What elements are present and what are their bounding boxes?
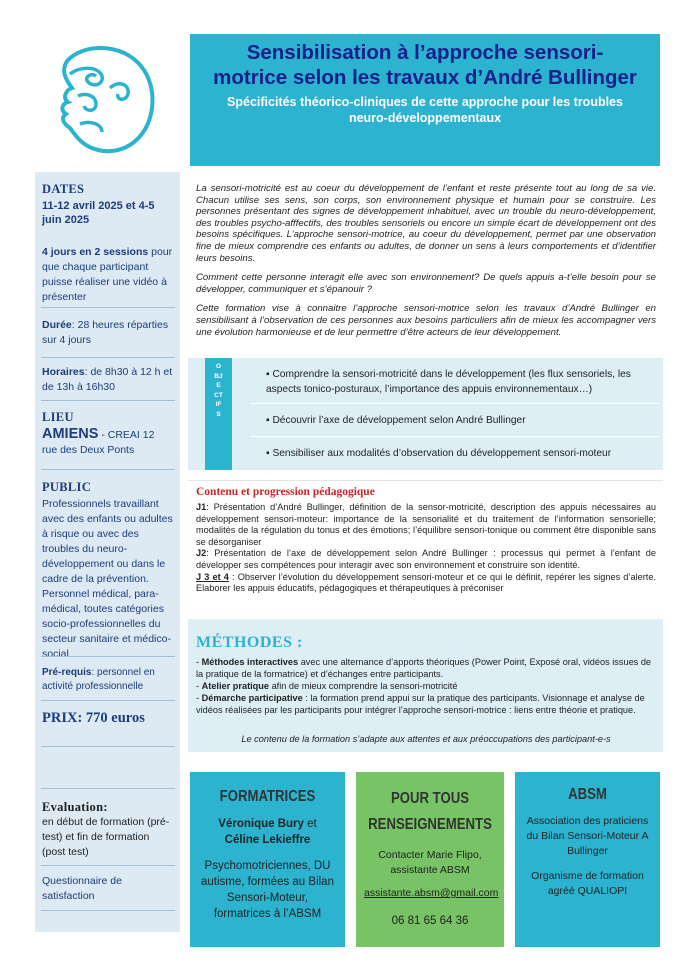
- objectif-item: ▪ Sensibiliser aux modalités d’observation du développement sensori-moteur: [266, 448, 612, 459]
- divider: [41, 400, 175, 401]
- header-banner: [190, 34, 660, 166]
- info-sidebar: [35, 172, 180, 932]
- objectif-item: ▪ Comprendre la sensori-motricité dans le développement (les flux sensoriels, les aspects tonico-posturaux, l’importance des appuis environnementaux…): [266, 369, 631, 395]
- divider: [41, 469, 175, 470]
- horaires-text: [42, 365, 174, 395]
- lieu-street: rue des Deux Ponts: [42, 444, 135, 456]
- evaluation-heading: Evaluation:: [42, 800, 108, 814]
- methode-item: - Démarche participative : la formation prend appui sur la pratique des participants. Visionnage et analyse de vidéos réalisées par les participants pour intégrer l’approche sensori-motrice : liens entre théorie et pratique.: [196, 693, 645, 715]
- objectif-item: ▪ Découvrir l’axe de développement selon André Bullinger: [266, 415, 526, 426]
- contenu-title: Contenu et progression pédagogique: [196, 486, 375, 498]
- price: PRIX: 770 euros: [42, 710, 145, 726]
- prereq-label: Pré-requis: [42, 667, 92, 678]
- sessions-text: [42, 245, 174, 305]
- evaluation-block: [42, 800, 174, 860]
- methodes-title: MÉTHODES :: [196, 634, 303, 651]
- absm-title: ABSM: [568, 786, 607, 803]
- sessions-desc: pour que chaque participant puisse réaliser une vidéo à présenter: [42, 246, 173, 303]
- prereq-value: : personnel en activité professionnelle: [42, 667, 155, 692]
- methode-item: - Atelier pratique afin de mieux comprendre la sensori-motricité: [196, 681, 458, 691]
- methodes-text: [196, 656, 656, 716]
- public-text: Professionnels travaillant avec des enfants ou adultes à risque ou avec des troubles du neuro-développement ou dans le cadre de la prévention. Personnel médical, para-médical, toutes catégories socio-professionnelles du secteur sanitaire et médico-social: [42, 498, 173, 660]
- horaires-value: : de 8h30 à 12 h et de 13h à 16h30: [42, 366, 173, 393]
- contenu-j34: J 3 et 4 : Observer l’évolution du développement sensori-moteur et ce qui le définit, repérer les signes d’alerte. Elaborer les appuis éducatifs, pédagogiques et thérapeutiques à préconiser: [196, 571, 656, 594]
- formatrices-names: Véronique Bury et Céline Lekieffre: [218, 818, 317, 846]
- absm-org: Organisme de formation agréé QUALIOPI: [531, 870, 644, 897]
- methode-item: - Méthodes interactives avec une alternance d’apports théoriques (Power Point, Exposé oral, vidéos issues de la pratique de la formatrice) et d’échanges entre participants.: [196, 657, 652, 679]
- absm-logo: [40, 40, 160, 160]
- dates-block: [42, 182, 174, 227]
- formatrices-box: [190, 772, 345, 947]
- divider: [41, 746, 175, 747]
- formatrices-desc: Psychomotriciennes, DU autisme, formées au Bilan Sensori-Moteur, formatrices à l’ABSM: [201, 860, 334, 920]
- divider: [41, 910, 175, 911]
- renseignements-contact: Contacter Marie Flipo, assistante ABSM: [378, 849, 482, 876]
- divider: [41, 865, 175, 866]
- public-heading: PUBLIC: [42, 480, 92, 494]
- duree-text: [42, 318, 174, 348]
- divider: [250, 436, 660, 437]
- absm-desc: Association des praticiens du Bilan Sensori-Moteur A Bullinger: [526, 815, 649, 857]
- intro-paragraph: Cette formation vise à connaitre l’approche sensori-motrice selon les travaux d’André Bullinger en sensibilisant à l’observation de ces personnes aux besoins particuliers afin de mieux les accompagner vers une évolution harmonieuse et de leur permettre d’être acteurs de leur développement.: [196, 303, 656, 338]
- page-subtitle: Spécificités théorico-cliniques de cette approche pour les troubles neuro-développementaux: [227, 95, 623, 125]
- divider: [41, 700, 175, 701]
- methodes-note: Le contenu de la formation s’adapte aux attentes et aux préoccupations des participant-e-s: [241, 734, 611, 744]
- intro-text: [196, 183, 656, 346]
- intro-paragraph: Comment cette personne interagit elle avec son environnement? De quels appuis a-t’elle besoin pour se développer, communiquer et s’épanouir ?: [196, 272, 656, 295]
- lieu-city: AMIENS: [42, 426, 99, 442]
- divider: [41, 357, 175, 358]
- duree-value: : 28 heures réparties sur 4 jours: [42, 319, 169, 346]
- phone-number: 06 81 65 64 36: [391, 915, 469, 927]
- questionnaire-text: Questionnaire de satisfaction: [42, 875, 122, 902]
- divider: [41, 656, 175, 657]
- absm-box: [515, 772, 660, 947]
- duree-label: Durée: [42, 319, 72, 331]
- dates-value: 11-12 avril 2025 et 4-5 juin 2025: [42, 200, 155, 226]
- email-link[interactable]: assistante.absm@gmail.com: [364, 887, 499, 899]
- lieu-place: - CREAI 12: [98, 429, 155, 441]
- intro-paragraph: La sensori-motricité est au coeur du développement de l’enfant et reste présente tout au long de sa vie. Chacun utilise ses sens, son corps, son environnement physique et humain pour se construire. Les personnes présentant des signes de développement inhabituel, avec un trouble du neuro-développement, des troubles psycho-afffectifs, des troubles sensoriels ou encore un simple écart de développement ont des besoins spécifiques. L’approche sensori-motrice, au coeur du développement, permet par une observation fine de mieux comprendre ces enfants ou adultes, de donner un sens à leurs comportements et d’identifier leurs besoins.: [196, 183, 656, 264]
- lieu-block: [42, 410, 174, 458]
- lieu-heading: LIEU: [42, 410, 74, 424]
- renseignements-title: POUR TOUS RENSEIGNEMENTS: [368, 790, 492, 833]
- public-block: [42, 480, 174, 662]
- renseignements-box: [356, 772, 504, 947]
- divider: [250, 403, 660, 404]
- horaires-label: Horaires: [42, 366, 85, 378]
- contenu-j2: J2: Présentation de l’axe de développement selon André Bullinger : processus qui permet à l’enfant de développer ses compétences pour interagir avec son environnement et construire son identité.: [196, 548, 656, 570]
- prereq-text: [42, 666, 174, 694]
- sessions-bold: 4 jours en 2 sessions: [42, 246, 149, 258]
- page-title: Sensibilisation à l’approche sensori-motrice selon les travaux d’André Bullinger: [213, 41, 637, 89]
- divider: [41, 307, 175, 308]
- divider: [41, 788, 175, 789]
- objectifs-tab-label: OBJECTIFS: [214, 363, 223, 418]
- dates-heading: DATES: [42, 182, 85, 196]
- contenu-j1: J1: Présentation d’André Bullinger, définition de la sensor-motricité, description des appuis nécessaires au développement sensori-moteur: importance de la sensorialité et du traitement de l’information sensorielle; modalités de la régulation du tonus et des émotions; l’équilibre sensori-tonique ou comment être disponible sans se désorganiser: [196, 502, 656, 547]
- evaluation-text: en début de formation (pré-test) et fin de formation (post test): [42, 816, 170, 858]
- contenu-text: [196, 502, 656, 595]
- formatrices-title: FORMATRICES: [219, 788, 316, 805]
